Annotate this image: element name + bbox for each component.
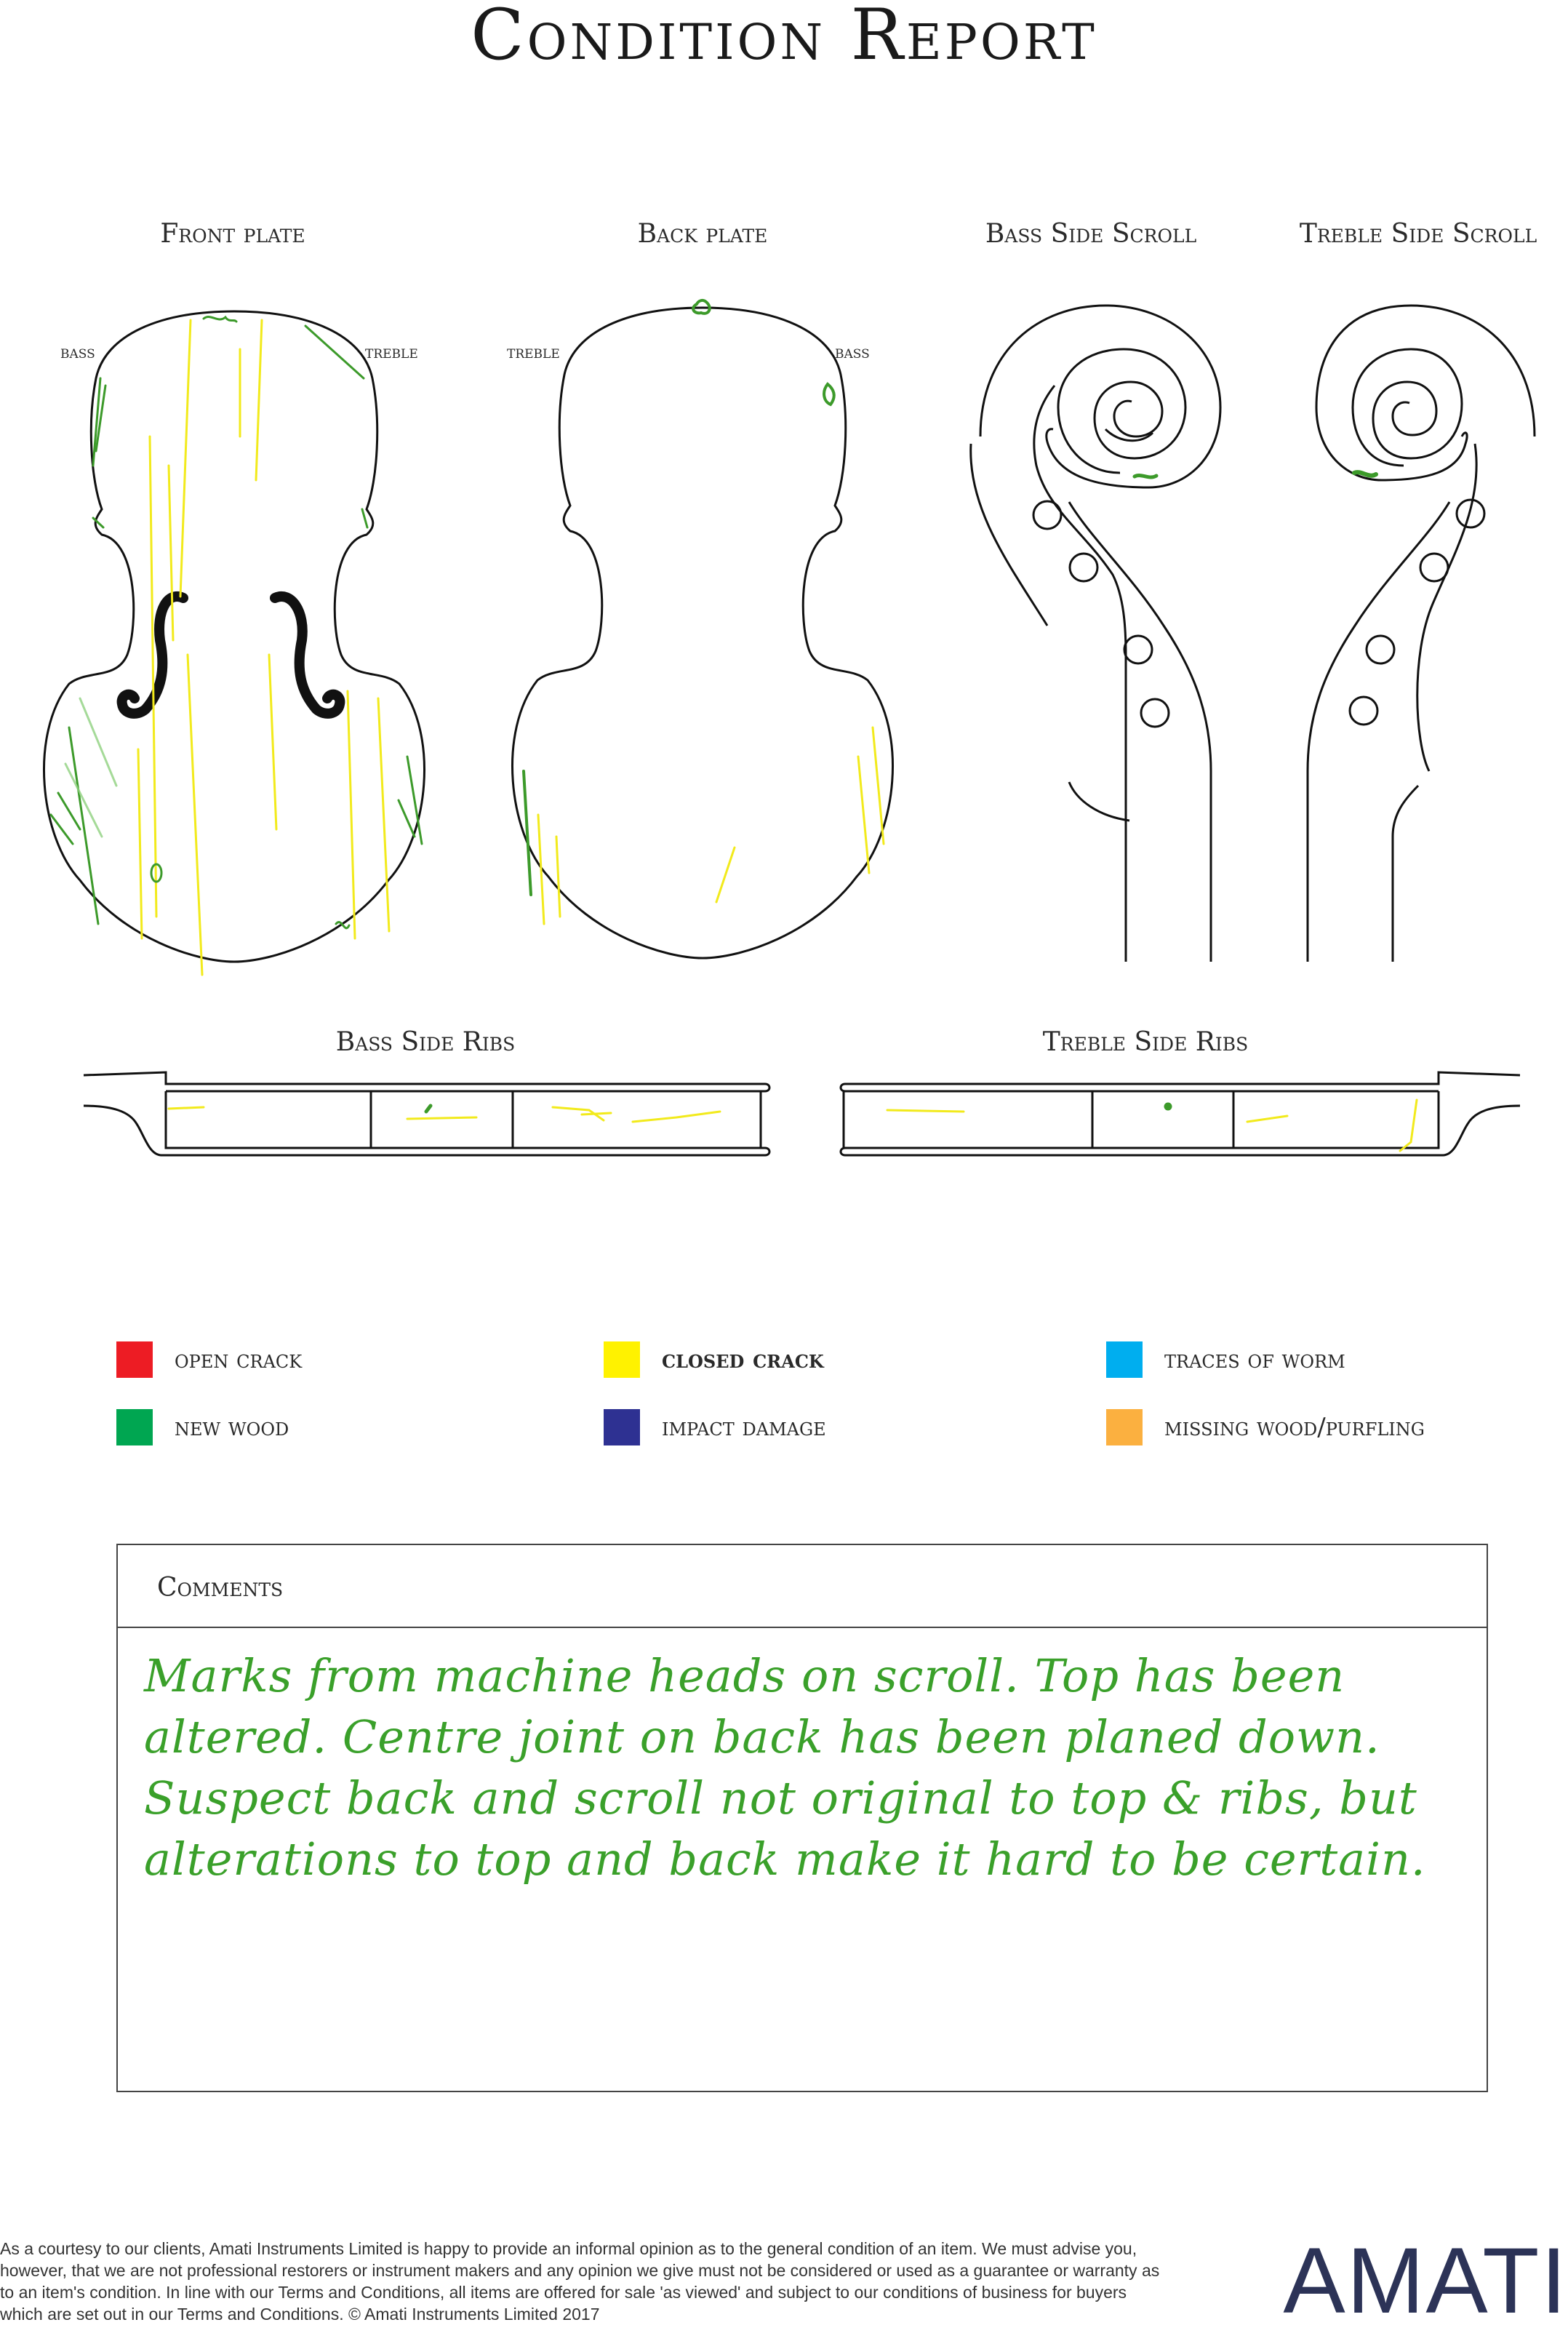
bass-ribs-outline: [84, 1072, 769, 1155]
legend-label-missing-wood: missing wood/purfling: [1164, 1413, 1425, 1442]
bass-side-scroll-label: Bass Side Scroll: [985, 219, 1197, 249]
legend-swatch-new-wood: [116, 1409, 153, 1445]
front-bass-label: bass: [60, 342, 95, 362]
legend-swatch-missing-wood: [1106, 1409, 1143, 1445]
back-plate-outline: [512, 308, 892, 958]
treble-ribs-outline: [841, 1072, 1520, 1155]
bass-ribs-marks: [169, 1106, 720, 1122]
legend-label-impact-damage: impact damage: [662, 1413, 826, 1442]
disclaimer-text: As a courtesy to our clients, Amati Instruments Limited is happy to provide an informal opinion as to the general condition of an item. We must advise you, however, that we are not professional restorers or instrument makers and any opinion we give must not be considered or used as a guarantee or warranty as to an item's condition. In line with our Terms and Conditions, all items are offered for sale 'as viewed' and subject to our conditions of business for buyers which are set out in our Terms and Conditions. © Amati Instruments Limited 2017: [0, 2239, 1160, 2324]
comments-header: [118, 1545, 1487, 1628]
treble-ribs-marks: [887, 1100, 1417, 1151]
bass-scroll-new-wood-marks: [1135, 476, 1156, 477]
back-plate-label: Back plate: [637, 219, 768, 249]
legend-swatch-impact-damage: [604, 1409, 640, 1445]
back-closed-crack-marks: [538, 727, 884, 924]
f-hole-right: [275, 597, 340, 714]
legend-new-wood: [116, 1408, 289, 1446]
legend-swatch-open-crack: [116, 1341, 153, 1378]
legend-traces-of-worm: [1106, 1341, 1345, 1379]
bass-side-ribs-label: Bass Side Ribs: [335, 1027, 516, 1057]
treble-side-ribs-label: Treble Side Ribs: [1042, 1027, 1249, 1057]
front-new-wood-marks: [51, 317, 422, 928]
bass-scroll-outline: [971, 306, 1220, 962]
page-title: Condition Report: [471, 0, 1097, 76]
front-plate-label: Front plate: [160, 219, 305, 249]
treble-side-scroll-label: Treble Side Scroll: [1299, 219, 1537, 249]
legend-label-closed-crack: closed crack: [662, 1345, 824, 1374]
legend-missing-wood: [1106, 1408, 1425, 1446]
legend-impact-damage: [604, 1408, 826, 1446]
legend-label-open-crack: open crack: [175, 1345, 303, 1374]
front-treble-label: treble: [365, 342, 418, 362]
legend-swatch-closed-crack: [604, 1341, 640, 1378]
legend-closed-crack: [604, 1341, 824, 1379]
front-closed-crack-marks: [138, 320, 389, 975]
comments-heading: Comments: [157, 1573, 284, 1603]
amati-logo: AMATI: [1283, 2229, 1568, 2333]
back-treble-label: treble: [507, 342, 560, 362]
back-new-wood-marks: [524, 300, 834, 895]
treble-scroll-outline: [1308, 306, 1535, 962]
comments-text: Marks from machine heads on scroll. Top has been altered. Centre joint on back has been planed down. Suspect back and scroll not original to top & ribs, but alterations to top and back make it hard to be certain.: [144, 1649, 1426, 1886]
legend-swatch-traces-of-worm: [1106, 1341, 1143, 1378]
back-bass-label: bass: [835, 342, 870, 362]
comments-box: [116, 1544, 1488, 2092]
legend-label-traces-of-worm: traces of worm: [1164, 1345, 1345, 1374]
legend-open-crack: [116, 1341, 302, 1379]
legend-label-new-wood: new wood: [175, 1413, 289, 1442]
